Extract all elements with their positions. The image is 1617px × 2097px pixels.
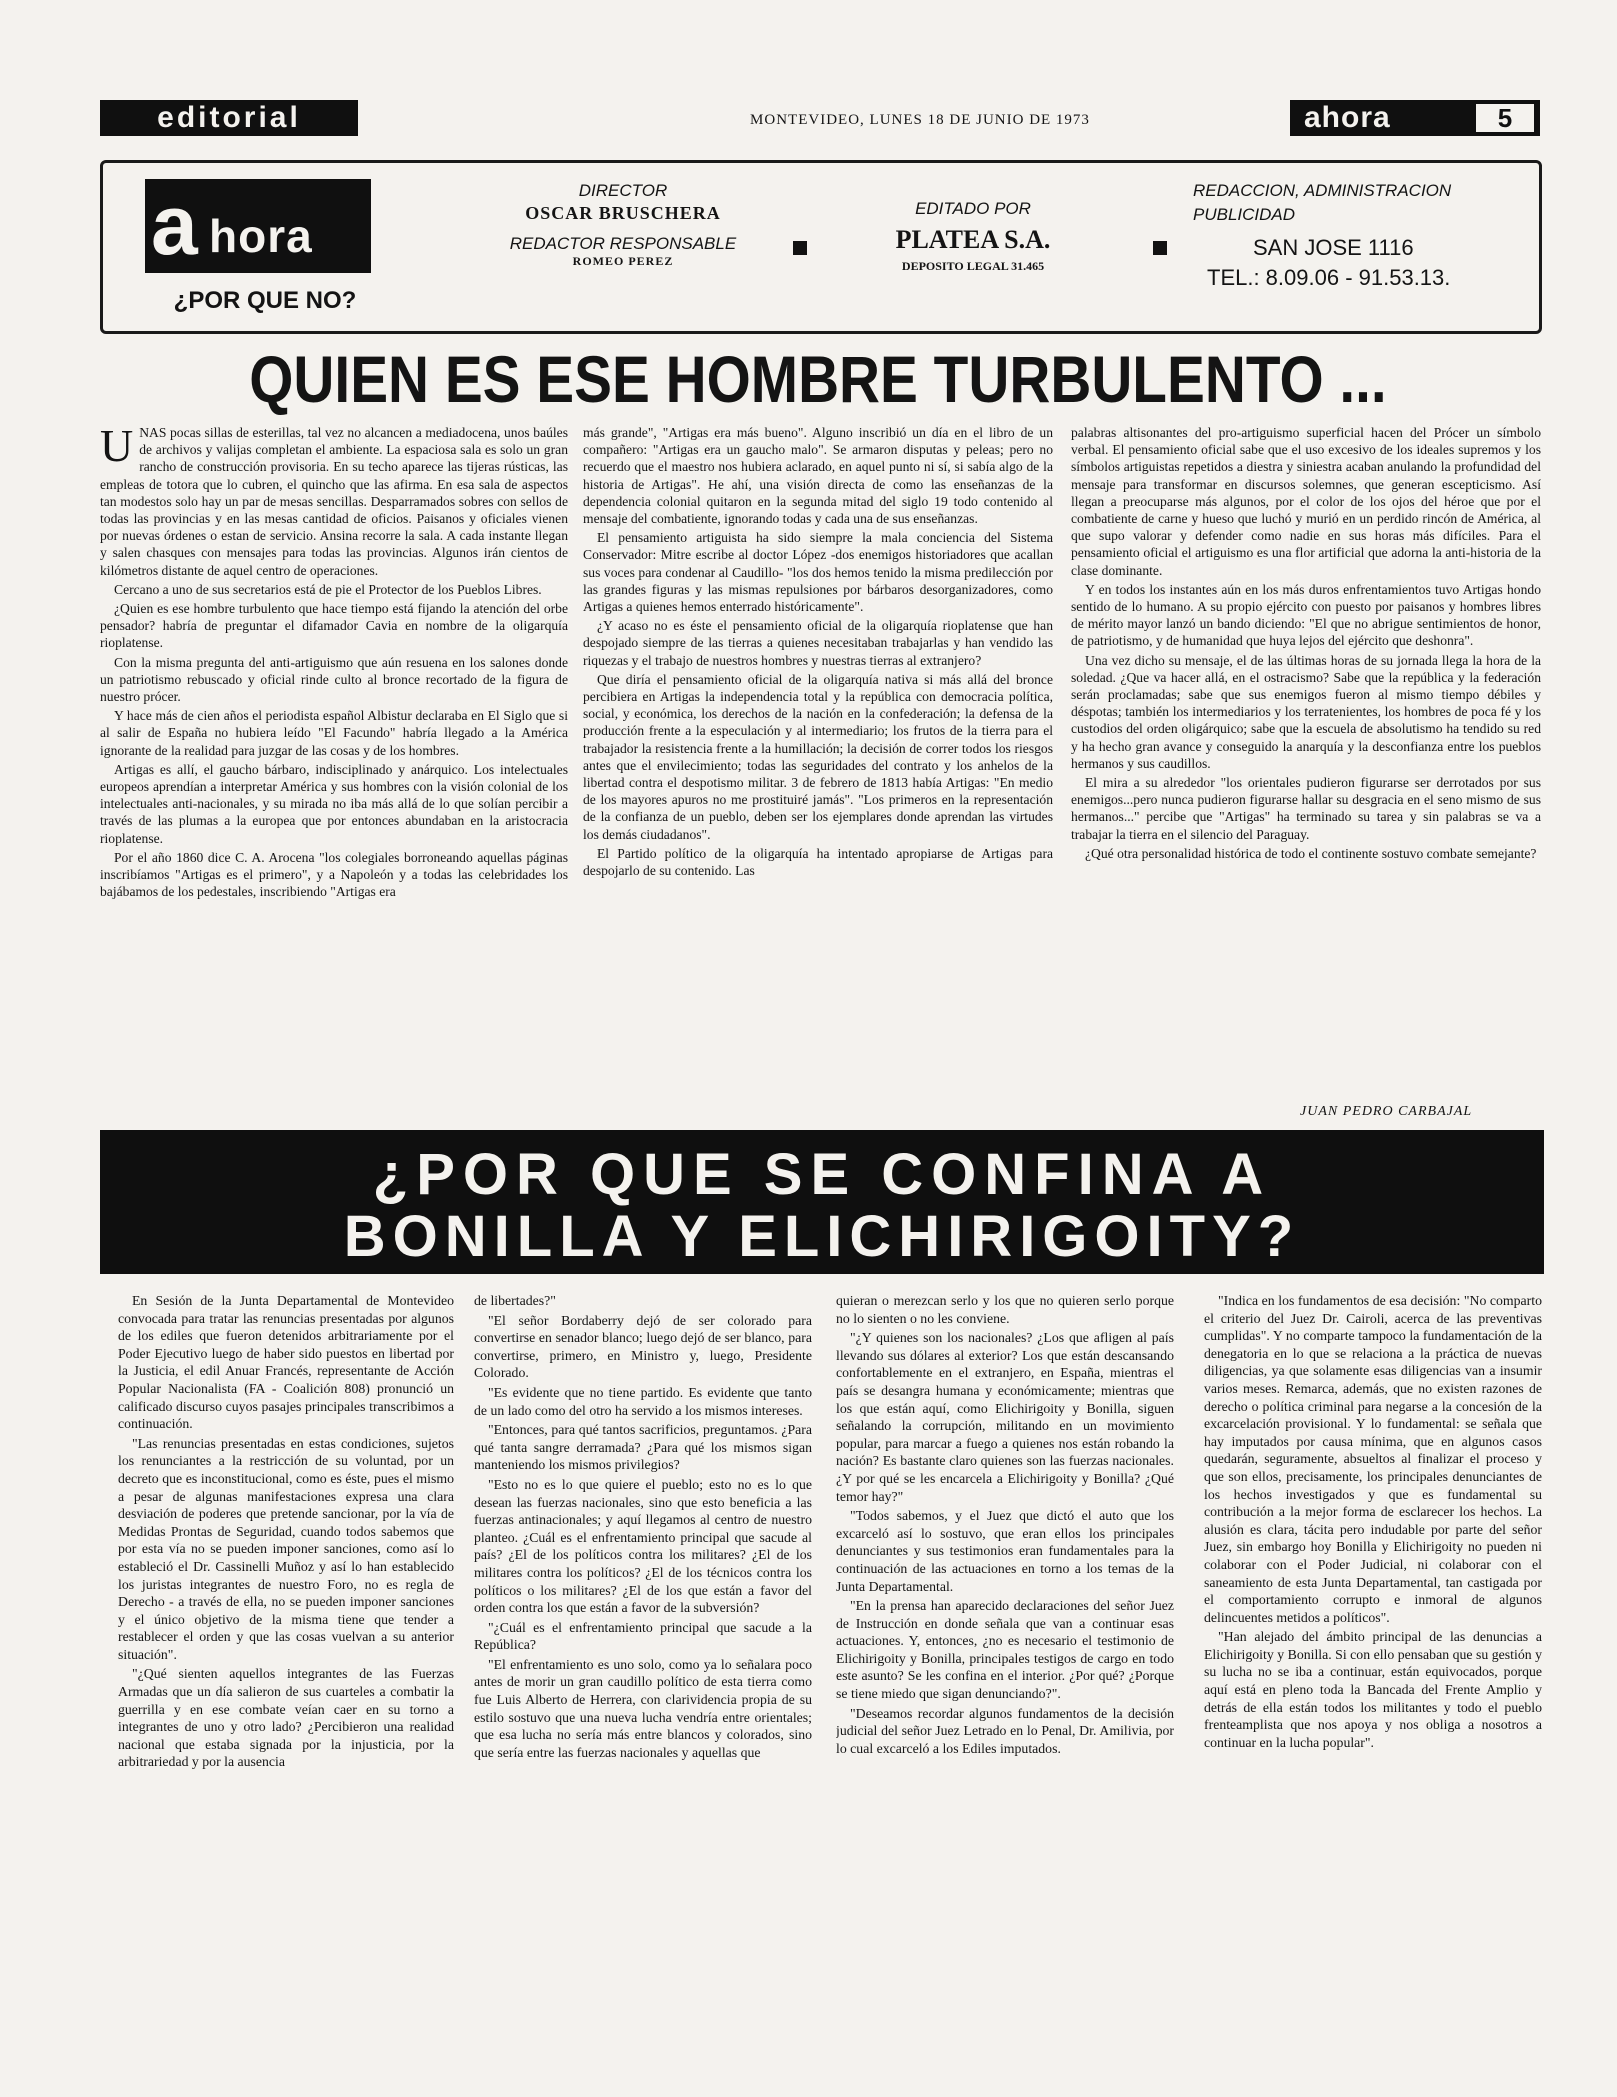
logo-tagline: ¿POR QUE NO? <box>173 287 357 314</box>
article-headline: QUIEN ES ESE HOMBRE TURBULENTO ... <box>249 342 1387 416</box>
paragraph: Y hace más de cien años el periodista español Albistur declaraba en El Siglo que si al salir de España no hubiera leído "El Facundo" habría llegado a la América ignorante de la realidad para juzgar de las cosas y de los hombres. <box>100 708 568 758</box>
article-column <box>100 424 568 1124</box>
paragraph: Con la misma pregunta del anti-artiguismo que aún resuena en los salones donde un patriotismo rebuscado y oficial rinde culto al bronce recortado de la figura de nuestro prócer. <box>100 654 568 705</box>
logo-wordmark: hora <box>209 210 313 262</box>
office-label: REDACCION, ADMINISTRACION <box>1193 181 1452 200</box>
paragraph: más grande", "Artigas era más bueno". Alguno inscribió un día en el libro de un compañero: "Artigas era un gaucho malo". Se armaron disputas y peleas; pero no recuerdo que el maestro nos hubiera aclarado, en aquel punto ni sí, si sabía algo de la historia de Artigas". He ahí, una visión directa de como las enseñanzas de la dependencia colonial quitaron en la segunda mitad del siglo 19 todo contenido al mensaje del combatiente, ignorando todas y cada una de sus enseñanzas. <box>583 425 1053 527</box>
brand-name: ahora <box>1304 101 1391 134</box>
paragraph: ¿Qué otra personalidad histórica de todo el continente sostuvo combate semejante? <box>1085 845 1537 861</box>
paragraph: "En la prensa han aparecido declaraciones del señor Juez de Instrucción en donde señala que van a continuar esas actuaciones. Y, entonces, ¿no es necesario el testimonio de Elichirigoity y Bonilla, principales testigos de cargo en todo este asunto? Se les confina en el interior. ¿Por qué? ¿Porque se tiene miedo que sigan denunciando?". <box>836 1598 1174 1702</box>
paragraph: "¿Cuál es el enfrentamiento principal que sacude a la República? <box>474 1619 812 1653</box>
paragraph: Por el año 1860 dice C. A. Arocena "los colegiales borroneando aquellas páginas inscribíamos "Artigas es el primero", y a Napoleón y a todas las celebridades los bajábamos de los pedestales, inscribiendo "Artigas era <box>100 849 568 900</box>
masthead-box <box>100 160 1542 334</box>
dateline: MONTEVIDEO, LUNES 18 DE JUNIO DE 1973 <box>750 112 1090 128</box>
publisher-credits <box>823 199 1123 274</box>
article-column <box>1071 424 1541 1102</box>
top-strip <box>100 100 1540 136</box>
paragraph: de libertades?" <box>474 1293 556 1308</box>
office-address: SAN JOSE 1116 <box>1253 235 1414 260</box>
paragraph: "Han alejado del ámbito principal de las denuncias a Elichirigoity y Bonilla. Si con ello pensaban que su gestión y su lucha no se iba a continuar, están equivocados, porque aquí está en pleno toda la Bancada del Frente Amplio y detrás de ella están todos los militantes y todo el pueblo frenteamplista que nos apoya y nos obliga a nosotros a continuar en la lucha popular". <box>1204 1629 1542 1750</box>
paragraph: Cercano a uno de sus secretarios está de pie el Protector de los Pueblos Libres. <box>114 581 542 597</box>
paragraph: "Es evidente que no tiene partido. Es evidente que tanto de un lado como del otro ha servido a los mismos intereses. <box>474 1384 812 1418</box>
paragraph: Una vez dicho su mensaje, el de las últimas horas de su jornada llega la hora de la soledad. ¿Que va hacer allá, en el ostracismo? Sabe que la república y la federación serán proclamadas; sabe que sus enemigos fueron al mismo tiempo débiles y déspotas; también los intermediarios y los terratenientes, los hombres de poca fé y los custodios del orden oligárquico; sabe que la escuela de absolutismo ha tendido su red y ha hecho gran avance y conseguido la anarquía y la desconfianza entre los pueblos hermanos y sus caudillos. <box>1071 652 1541 771</box>
legal-deposit: DEPOSITO LEGAL 31.465 <box>901 259 1045 273</box>
newspaper-logo <box>145 179 383 323</box>
paragraph: Que diría el pensamiento oficial de la oligarquía nativa si más allá del bronce percibiera en Artigas la independencia total y la república con democracia política, social, y económica, los derechos de la nación en la confederación; la defensa de la producción frente a la especulación y al intermediario; los frutos de la tierra para el trabajador la resistencia frente a la humillación; la decisión de correr todos los riesgos antes que el envilecimiento; todas las seguridades del contrato y los anhelos de la libertad contra el despotismo militar. 3 de febrero de 1813 había Artigas: "En medio de los mayores apuros no me prostituiré jamás". "Los primeros en la representación de la confianza de un pueblo, deben ser los ejemplares donde aprendan las virtudes los demás ciudadanos". <box>583 671 1053 842</box>
drop-cap: U <box>100 424 134 471</box>
page-number: 5 <box>1476 104 1534 132</box>
paragraph: "Las renuncias presentadas en estas condiciones, sujetos los renunciantes a la restricción de su voluntad, por un decreto que es inconstitucional, como es éste, pues el mismo a pesar de algunas manifestaciones expresa una clara desviación de poderes que pretende sancionar, por la vía de Medidas Prontas de Seguridad, cuando todos sabemos que por esta vía no se pueden imponer sanciones, como así lo estableció el Dr. Cassinelli Muñoz y así lo han establecido los juristas integrantes de nuestro Foro, no es regla de Derecho - a través de ella, no se pueden imponer sanciones y el único objetivo de la misma tiene que tender a restablecer el orden y que las cosas vuelvan a su anterior situación". <box>118 1435 454 1662</box>
paragraph: NAS pocas sillas de esterillas, tal vez no alcancen a mediadocena, unos baúles de archivos y valijas completan el ambiente. La espaciosa sala es solo un gran rancho de construcción provisoria. En su techo aparece las tijeras rústicas, las empleas de totora que lo cubren, el quincho que las afirma. En esa sala de aspectos tan modestos solo hay un par de mesas sencillas. Desparramados sobres con sellos de todas las provincias y en las mesas cantidad de oficios. Paisanos y oficiales vienen por nuevas órdenes o estan de servicio. Ansina recorre la sala. A cada instante llegan y salen chasques con mensajes para todas las provincias. Algunos irán cientos de kilómetros distante de aquel centro de operaciones. <box>100 425 568 578</box>
publisher-name: PLATEA S.A. <box>895 225 1051 254</box>
paragraph: ¿Y acaso no es éste el pensamiento oficial de la oligarquía rioplatense que han despojado siempre de las tierras a quienes necesitaban trabajarlas y han vendido las riquezas y el trabajo de nuestros hombres y nuestras tierras al extranjero? <box>583 618 1053 668</box>
paragraph: El pensamiento artiguista ha sido siempre la mala conciencia del Sistema Conservador: Mitre escribe al doctor López -dos enemigos historiadores que acallan sus voces para condenar al Caudillo- "los dos hemos tenido la misma predilección por las grandes figuras y las mismas repulsiones por bárbaros desorganizadores, como Artigas a quienes hemos enterrado históricamente". <box>583 530 1053 615</box>
brand-plate <box>1290 100 1540 136</box>
paragraph: quieran o merezcan serlo y los que no quieren serlo porque no lo sienten o no les conviene. <box>836 1293 1174 1326</box>
paragraph: Artigas es allí, el gaucho bárbaro, indisciplinado y anárquico. Los intelectuales europeos aprendían a interpretar América y sus hombres con la visión colonial de los intelectuales anti-nacionales, y su mirada no iba más allá de lo que solían percibir a través de las plumas a la europea que por entonces abundaban en la aristocracia rioplatense. <box>100 761 568 846</box>
banner-headline-line: BONILLA Y ELICHIRIGOITY? <box>343 1204 1301 1269</box>
article-column <box>836 1292 1174 2082</box>
paragraph: El Partido político de la oligarquía ha intentado apropiarse de Artigas para despojarlo de su contenido. Las <box>583 845 1053 879</box>
paragraph: Y en todos los instantes aún en los más duros enfrentamientos tuvo Artigas hondo sentido de lo humano. A su propio ejército con puesto por paisanos y hombres libres de mérito mayor lanzó un bando diciendo: "El que no abrigue sentimientos de honor, de patriotismo, y de humanidad que huya lejos del ejército que deshonra". <box>1071 581 1541 649</box>
office-label: PUBLICIDAD <box>1193 205 1296 224</box>
logo-plate <box>145 179 371 273</box>
section-label: editorial <box>100 100 358 136</box>
office-phone: TEL.: 8.09.06 - 91.53.13. <box>1207 265 1451 290</box>
editor-label: REDACTOR RESPONSABLE <box>509 234 737 253</box>
separator-square <box>1153 241 1167 255</box>
paragraph: "Esto no es lo que quiere el pueblo; esto no es lo que desean las fuerzas nacionales, sino que esto beneficia a las fuerzas antinacionales; y aquí llegamos al centro de nuestro planteo. ¿Cuál es el enfrentamiento principal que sacude al país? ¿El de los políticos contra los militares? ¿El de los militares contra los políticos? ¿El de los técnicos contra los políticos o los militares? ¿El de los que están a favor del orden contra los que están a favor de la subversión? <box>474 1476 812 1616</box>
logo-letter-a: a <box>151 178 198 272</box>
publisher-label: EDITADO POR <box>915 199 1031 218</box>
article-column <box>1204 1292 1542 2082</box>
contact-block <box>1193 179 1523 291</box>
author-signature: JUAN PEDRO CARBAJAL <box>1300 1104 1473 1119</box>
director-label: DIRECTOR <box>578 181 668 200</box>
paragraph: "Deseamos recordar algunos fundamentos de la decisión judicial del señor Juez Letrado en lo Penal, Dr. Amilivia, por lo cual excarceló a los Ediles imputados. <box>836 1705 1174 1756</box>
staff-credits <box>453 181 793 269</box>
separator-square <box>793 241 807 255</box>
paragraph: En Sesión de la Junta Departamental de Montevideo convocada para tratar las renuncias presentadas por algunos de los ediles que fueron detenidos arbitrariamente por el Poder Ejecutivo luego de haber sido puestos en libertad por la Justicia, el edil Anuar Francés, representante de Acción Popular Nacionalista (FA - Coalición 808) pronunció un calificado discurso cuyos pasajes principales transcribimos a continuación. <box>118 1293 454 1432</box>
paragraph: El mira a su alrededor "los orientales pudieron figurarse ser derrotados por sus enemigos...pero nunca pudieron figurarse hallar su desgracia en el seno mismo de sus hermanos..." percibe que "Artigas" ha terminado su tarea y sin palabras se va a trabajar la tierra en el silencio del Paraguay. <box>1071 775 1541 842</box>
director-name: OSCAR BRUSCHERA <box>525 203 721 223</box>
banner-headline-line: ¿POR QUE SE CONFINA A <box>372 1142 1272 1207</box>
paragraph: "Todos sabemos, y el Juez que dictó el auto que los excarceló así lo sostuvo, que eran ellos los principales denunciantes y sus testimonios eran fundamentales para la continuación de las actuaciones en torno a los temas de la Junta Departamental. <box>836 1508 1174 1594</box>
paragraph: "¿Y quienes son los nacionales? ¿Los que afligen al país llevando sus dólares al exterior? Los que están descansando confortablemente en el extranjero, en España, mientras el país se desangra humana y económicamente; mientras que los que están aquí, como Elichirigoity y Bonilla, siguen señalando la corrupción, militando en un movimiento popular, para marcar a fuego a quienes nos están robando la nación? Es bastante claro quienes son las fuerzas nacionales. ¿Y por qué se les encarcela a Elichirigoity y Bonilla? ¿Qué temor hay?" <box>836 1330 1174 1504</box>
article-column <box>583 424 1053 1124</box>
paragraph: "El señor Bordaberry dejó de ser colorado para convertirse en senador blanco; luego dejó de ser blanco, para convertirse, primero, en Ministro y, luego, Presidente Colorado. <box>474 1312 812 1381</box>
editor-name: ROMEO PEREZ <box>572 254 674 268</box>
article-column <box>118 1292 454 2082</box>
paragraph: ¿Quien es ese hombre turbulento que hace tiempo está fijando la atención del orbe pensador? habría de preguntar el difamador Cavia en nombre de la oligarquía rioplatense. <box>100 601 568 651</box>
paragraph: "Indica en los fundamentos de esa decisión: "No comparto el criterio del Juez Dr. Cairoli, acerca de las preventivas cumplidas". Y no comparte tampoco la fundamentación de la denegatoria en lo que se relaciona a la práctica de nuevas diligencias, ya que solamente esas diligencias van a insumir varios meses. Remarca, además, que no existen razones de derecho o política criminal para negarse a la concesión de la excarcelación provisional. Y lo fundamental: se señala que hay imputados por causa mínima, que en algunos casos quedarán, seguramente, absueltos al finalizar el proceso y que son ellos, precisamente, los principales denunciantes de los hechos investigados y que es fundamental su contribución a la mejor forma de esclarecer los hechos. La alusión es clara, tácita pero indudable por parte del señor Juez, sin embargo hoy Bonilla y Elichirigoity no pueden ni colaborar con el Poder Judicial, ni colaborar con el saneamiento de esta Junta Departamental, tan castigada por el comportamiento corrupto e inmoral de algunos delincuentes metidos a políticos". <box>1204 1293 1542 1625</box>
paragraph: "Entonces, para qué tantos sacrificios, preguntamos. ¿Para qué tanta sangre derramada? ¿Para qué los mismos sigan manteniendo los mismos privilegios? <box>474 1422 812 1473</box>
paragraph: palabras altisonantes del pro-artiguismo superficial hacen del Prócer un símbolo verbal. El pensamiento oficial sabe que el uso excesivo de los ideales supremos y los símbolos artiguistas repetidos a diestra y siniestra acaban anulando la profundidad del mensaje para transformar en discursos solemnes, que generan escepticismo. Así llegan a preocuparse más algunos, por el color de los ojos del héroe que por el combatiente de carne y hueso que luchó y murió en un perdido rincón de América, al que supo valorar y defender como nadie en sus horas más difíciles. Para el pensamiento oficial el artiguismo es una flor artificial que adorna la anti-historia de la clase dominante. <box>1071 425 1541 578</box>
article-column <box>474 1292 812 2082</box>
paragraph: "¿Qué sienten aquellos integrantes de las Fuerzas Armadas que un día salieron de sus cuarteles a combatir la guerrilla y en ese combate veían caer en su torno a integrantes de uno y otro lado? ¿Percibieron una realidad nacional que estaba signada por la injusticia, por la arbitrariedad y por la ausencia <box>118 1666 454 1770</box>
feature-banner <box>100 1130 1544 1274</box>
paragraph: "El enfrentamiento es uno solo, como ya lo señalara poco antes de morir un gran caudillo político de esta tierra como fue Luis Alberto de Herrera, con clarividencia propia de su estilo sostuvo que una nueva lucha vendría entre orientales; que esa lucha no sería más entre blancos y colorados, sino que sería entre las fuerzas nacionales y aquellas que <box>474 1656 812 1760</box>
